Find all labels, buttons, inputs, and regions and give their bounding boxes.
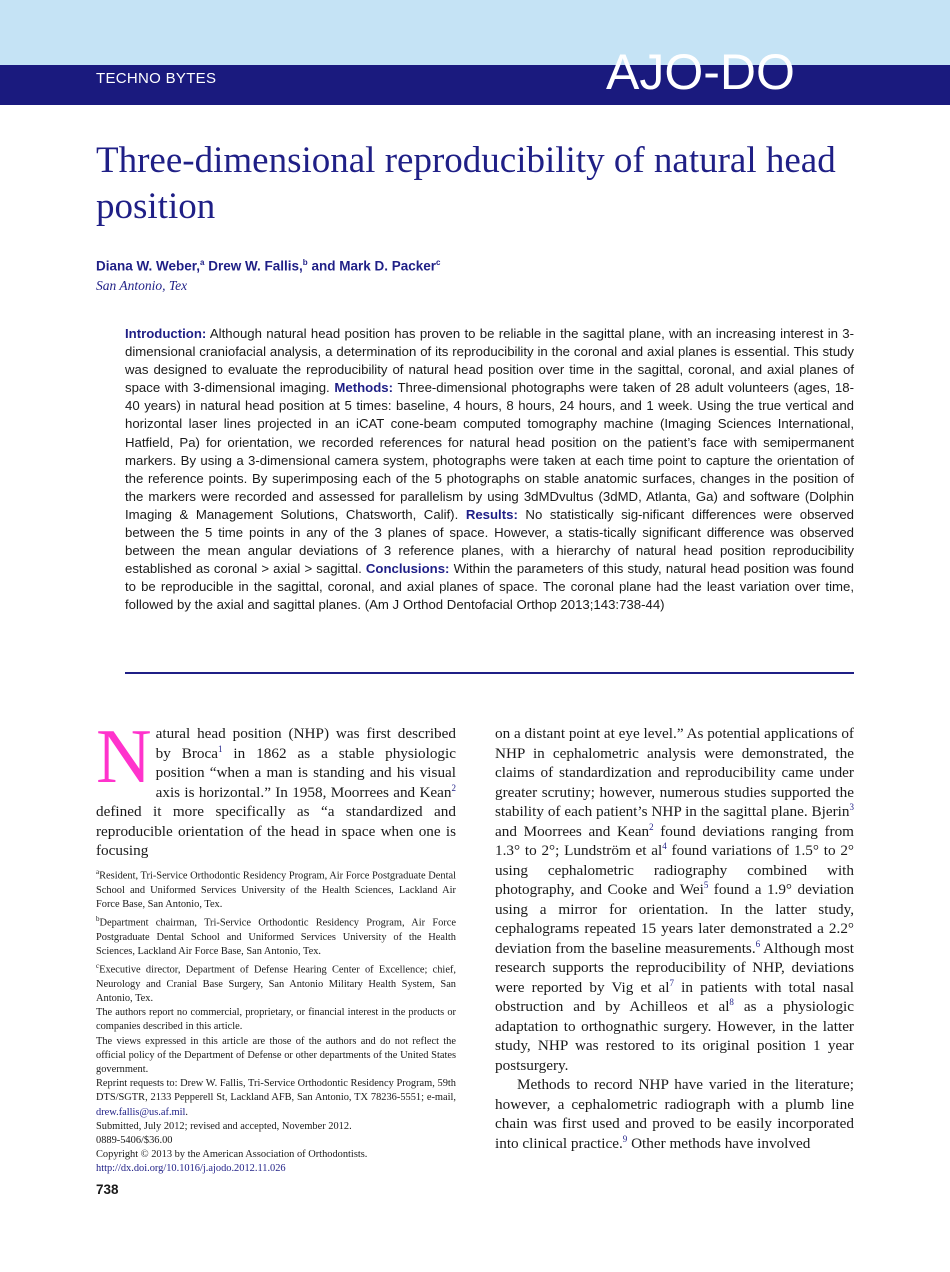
author-list: [96, 258, 440, 274]
email-link[interactable]: drew.fallis@us.af.mil: [96, 1106, 186, 1118]
abstract-heading-conclusions: Conclusions:: [365, 561, 450, 577]
citation-link[interactable]: 8: [729, 996, 734, 1007]
author-name: and Mark D. Packer: [311, 258, 437, 274]
abstract-heading-methods: Methods:: [334, 380, 393, 396]
author-name: Drew W. Fallis,: [208, 258, 303, 274]
author-affiliation-mark: b: [302, 258, 308, 267]
footnote-views: The views expressed in this article are those of the authors and do not reflect the official policy of the Department of Defense or other departments of the United States government.: [96, 1035, 456, 1076]
abstract-heading-results: Results:: [465, 506, 518, 522]
citation-link[interactable]: 3: [849, 801, 854, 812]
footnote-affiliation-b: $^b$Department chairman, Tri-Service Orthodontic Residency Program, Air Force Postgraduate Dental School and Uniformed Services University of the Health Sciences, Lackland Air Force Base, San Antonio, Tex.: [96, 915, 456, 957]
abstract-conclusions-text: Within the parameters of this study, natural head position was found to be reproducible in the sagittal, coronal, and axial planes of space. The coronal plane had the least variation over time, followed by the axial and sagittal planes. (Am J Orthod Dentofacial Orthop 2013;143:738-44): [125, 561, 855, 613]
abstract: [125, 325, 854, 615]
footnotes: [96, 865, 456, 1177]
footnote-submitted: Submitted, July 2012; revised and accepted, November 2012.: [96, 1120, 352, 1132]
body-paragraph: Methods to record NHP have varied in the literature; however, a cephalometric radiograph with a plumb line chain was first used and proved to be easily incorporated into clinical practice.$^9$ Other methods have involved: [495, 1076, 854, 1152]
abstract-introduction-text: Although natural head position has proven to be reliable in the sagittal plane, with an increasing interest in 3-dimensional craniofacial analysis, a determination of its reproducibility in the coronal and axial planes is essential. This study was designed to evaluate the reproducibility of natural head position over time in the sagittal, coronal, and axial planes of space with 3-dimensional imaging.: [125, 326, 855, 396]
article-title: Three-dimensional reproducibility of natural head position: [96, 140, 836, 227]
citation-link[interactable]: 5: [703, 879, 709, 890]
footnote-affiliation-c: $^c$Executive director, Department of Defense Hearing Center of Excellence; chief, Neurology and Cranial Base Surgery, San Antonio Military Health System, San Antonio, Tex.: [96, 962, 456, 1005]
author-name: Diana W. Weber,: [96, 258, 201, 274]
body-paragraph: Natural head position (NHP) was first described by Broca$^1$ in 1862 as a stable physiologic position “when a man is standing and his visual axis is horizontal.” In 1958, Moorrees and Kean$^2$ defined it more specifically as “a standardized and reproducible orientation of the head in space when one is focusing: [96, 713, 456, 859]
citation-link[interactable]: 6: [755, 938, 761, 949]
footnote-copyright: Copyright © 2013 by the American Association of Orthodontists.: [96, 1149, 368, 1161]
abstract-divider: [125, 672, 854, 674]
section-label: TECHNO BYTES: [96, 70, 217, 87]
citation-link[interactable]: 9: [622, 1133, 628, 1144]
body-column-left: [96, 713, 456, 861]
author-affiliation-mark: a: [200, 258, 205, 267]
abstract-methods-text: Three-dimensional photographs were taken of 28 adult volunteers (ages, 18-40 years) in natural head position at 5 times: baseline, 4 hours, 8 hours, 24 hours, and 1 week. Using the true vertical and horizontal laser lines projected in an iCAT cone-beam computed tomography machine (Imaging Sciences International, Hatfield, Pa) for orientation, we recorded references for natural head position on the patient’s face with semipermanent markers. By using a 3-dimensional camera system, photographs were taken at each time point to capture the orientation of the reference points. By superimposing each of the 5 photographs on stable anatomic surfaces, changes in the position of the markers were recorded and assessed for parallelism by using 3dMDvultus (3dMD, Atlanta, Ga) and software (Dolphin Imaging & Management Solutions, Chatsworth, Calif).: [125, 380, 854, 522]
abstract-results-text: No statistically sig-nificant differences were observed between the 5 time points in any of the 3 planes of space. However, a statis-tically significant difference was observed between the mean angular deviations of 3 reference planes, with a hierarchy of natural head position reproducibility established as coronal > axial > sagittal.: [125, 506, 855, 577]
journal-logo: AJO-DO: [606, 44, 795, 100]
citation-link[interactable]: 2: [649, 821, 654, 832]
body-column-right: [495, 724, 854, 1153]
citation-link[interactable]: 7: [669, 977, 675, 988]
footnote-issn: 0889-5406/$36.00: [96, 1135, 173, 1147]
page-number: 738: [96, 1182, 119, 1197]
drop-cap: N: [96, 713, 152, 799]
header-top-band: [0, 0, 950, 65]
footnote-reprint: Reprint requests to: Drew W. Fallis, Tri-Service Orthodontic Residency Program, 59th DTS/SGTR, 2133 Pepperell St, Lackland AFB, San Antonio, TX 78236-5551; e-mail, drew.fallis@us.af.mil.: [96, 1078, 456, 1118]
footnote-disclosure: The authors report no commercial, proprietary, or financial interest in the products or companies described in this article.: [96, 1007, 456, 1033]
doi-link[interactable]: http://dx.doi.org/10.1016/j.ajodo.2012.11.026: [96, 1163, 286, 1175]
author-location: San Antonio, Tex: [96, 278, 188, 293]
abstract-heading-introduction: Introduction:: [125, 326, 207, 341]
author-affiliation-mark: c: [436, 258, 441, 267]
citation-link[interactable]: 1: [218, 743, 223, 754]
citation-link[interactable]: 2: [451, 782, 456, 793]
body-paragraph: on a distant point at eye level.” As potential applications of NHP in cephalometric analysis were demonstrated, the claims of standardization and reproducibility came under greater scrutiny; however, numerous studies supported the stability of each patient’s NHP in the sagittal plane. Bjerin$^3$ and Moorrees and Kean$^2$ found deviations ranging from 1.3° to 2°; Lundström et $al^4$ found variations of 1.5° to 2° using cephalometric radiography combined with photography, and Cooke and Wei$^5$ found a 1.9° deviation using a mirror for orientation. In the latter study, cephalograms repeated 15 years later demonstrated a 2.2° deviation from the baseline measurements.$^6$ Although most research supports the reproducibility of NHP, deviations were reported by Vig et $al^7$ in patients with total nasal obstruction and by Achilleos et $al^8$ as a physiologic adaptation to orthognathic surgery. However, in the latter study, NHP was restored to its original position 1 year postsurgery.: [495, 725, 855, 1074]
citation-link[interactable]: 4: [662, 840, 667, 851]
footnote-affiliation-a: $^a$Resident, Tri-Service Orthodontic Residency Program, Air Force Postgraduate Dental School and Uniformed Services University of the Health Sciences, Lackland Air Force Base, San Antonio, Tex.: [96, 868, 456, 910]
